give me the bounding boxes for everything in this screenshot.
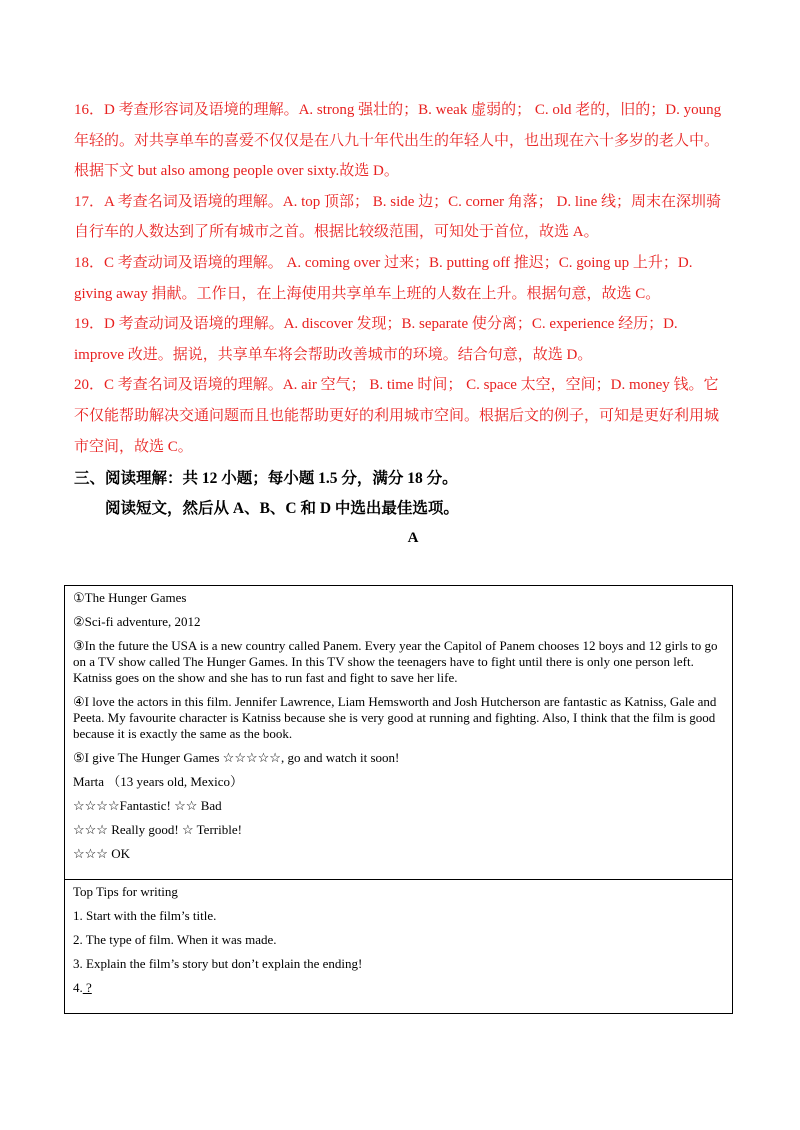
writing-tips-box: [64, 879, 733, 1014]
rating-key-line-1: ☆☆☆☆Fantastic! ☆☆ Bad: [73, 798, 222, 813]
answer-explanations: [74, 95, 730, 462]
tip-3: 3. Explain the film’s story but don’t explain the ending!: [73, 956, 363, 971]
tip-2: 2. The type of film. When it was made.: [73, 932, 277, 947]
section-heading: 三、阅读理解：共 12 小题；每小题 1.5 分，满分 18 分。: [74, 470, 458, 487]
section-instruction: 阅读短文，然后从 A、B、C 和 D 中选出最佳选项。: [105, 500, 459, 517]
tip-4: [73, 980, 724, 996]
tip-1: 1. Start with the film’s title.: [73, 908, 217, 923]
part-letter: A: [407, 530, 419, 546]
answer-17: 17．A 考查名词及语境的理解。A. top 顶部； B. side 边；C. corner 角落； D. line 线；周末在深圳骑自行车的人数达到了所有城市之首。根据比较级范围，可知处于首位，故选 A。: [74, 193, 722, 241]
review-story: ③In the future the USA is a new country called Panem. Every year the Capitol of Panem chooses 12 boys and 12 girls to go on a TV show called The Hunger Games. In this TV show the teenagers have to fight until there is only one person left. Katniss goes on the show and she has to run fast and fight to save her life.: [73, 638, 718, 685]
review-genre: ②Sci-fi adventure, 2012: [73, 614, 201, 629]
answer-19: 19．D 考查动词及语境的理解。A. discover 发现；B. separate 使分离；C. experience 经历；D. improve 改进。据说，共享单车将会帮助改善城市的环境。结合句意，故选 D。: [74, 316, 678, 363]
review-rating: ⑤I give The Hunger Games ☆☆☆☆☆, go and watch it soon!: [73, 750, 400, 765]
answer-16: 16．D 考查形容词及语境的理解。A. strong 强壮的；B. weak 虚弱的； C. old 老的，旧的；D. young 年轻的。对共享单车的喜爱不仅仅是在八九十年代出生的年轻人中，也出现在六十多岁的老人中。根据下文 but also among people over sixty.故选 D。: [74, 102, 722, 180]
review-author: Marta （13 years old, Mexico）: [73, 774, 244, 789]
tip-4-number: 4.: [73, 980, 83, 995]
review-opinion: ④I love the actors in this film. Jennifer Lawrence, Liam Hemsworth and Josh Hutcherson are fantastic as Katniss, Gale and Peeta. My favourite character is Katniss because she is very good at running and fighting. Also, I think that the film is good because it is exactly the same as the book.: [73, 694, 717, 741]
rating-key-line-3: ☆☆☆ OK: [73, 846, 130, 861]
film-review-box: [64, 585, 733, 880]
rating-key-line-2: ☆☆☆ Really good! ☆ Terrible!: [73, 822, 242, 837]
answer-20: 20．C 考查名词及语境的理解。A. air 空气； B. time 时间； C. space 太空，空间；D. money 钱。它不仅能帮助解决交通问题而且也能帮助更好的利用城市空间。根据后文的例子，可知是更好利用城市空间，故选 C。: [74, 377, 720, 455]
tip-4-blank: ?: [82, 980, 92, 995]
answer-18: 18．C 考查动词及语境的理解。 A. coming over 过来；B. putting off 推迟；C. going up 上升；D. giving away 捐献。工作日，在上海使用共享单车上班的人数在上升。根据句意，故选 C。: [74, 254, 693, 302]
tips-heading: Top Tips for writing: [73, 884, 178, 899]
review-title: ①The Hunger Games: [73, 590, 187, 605]
